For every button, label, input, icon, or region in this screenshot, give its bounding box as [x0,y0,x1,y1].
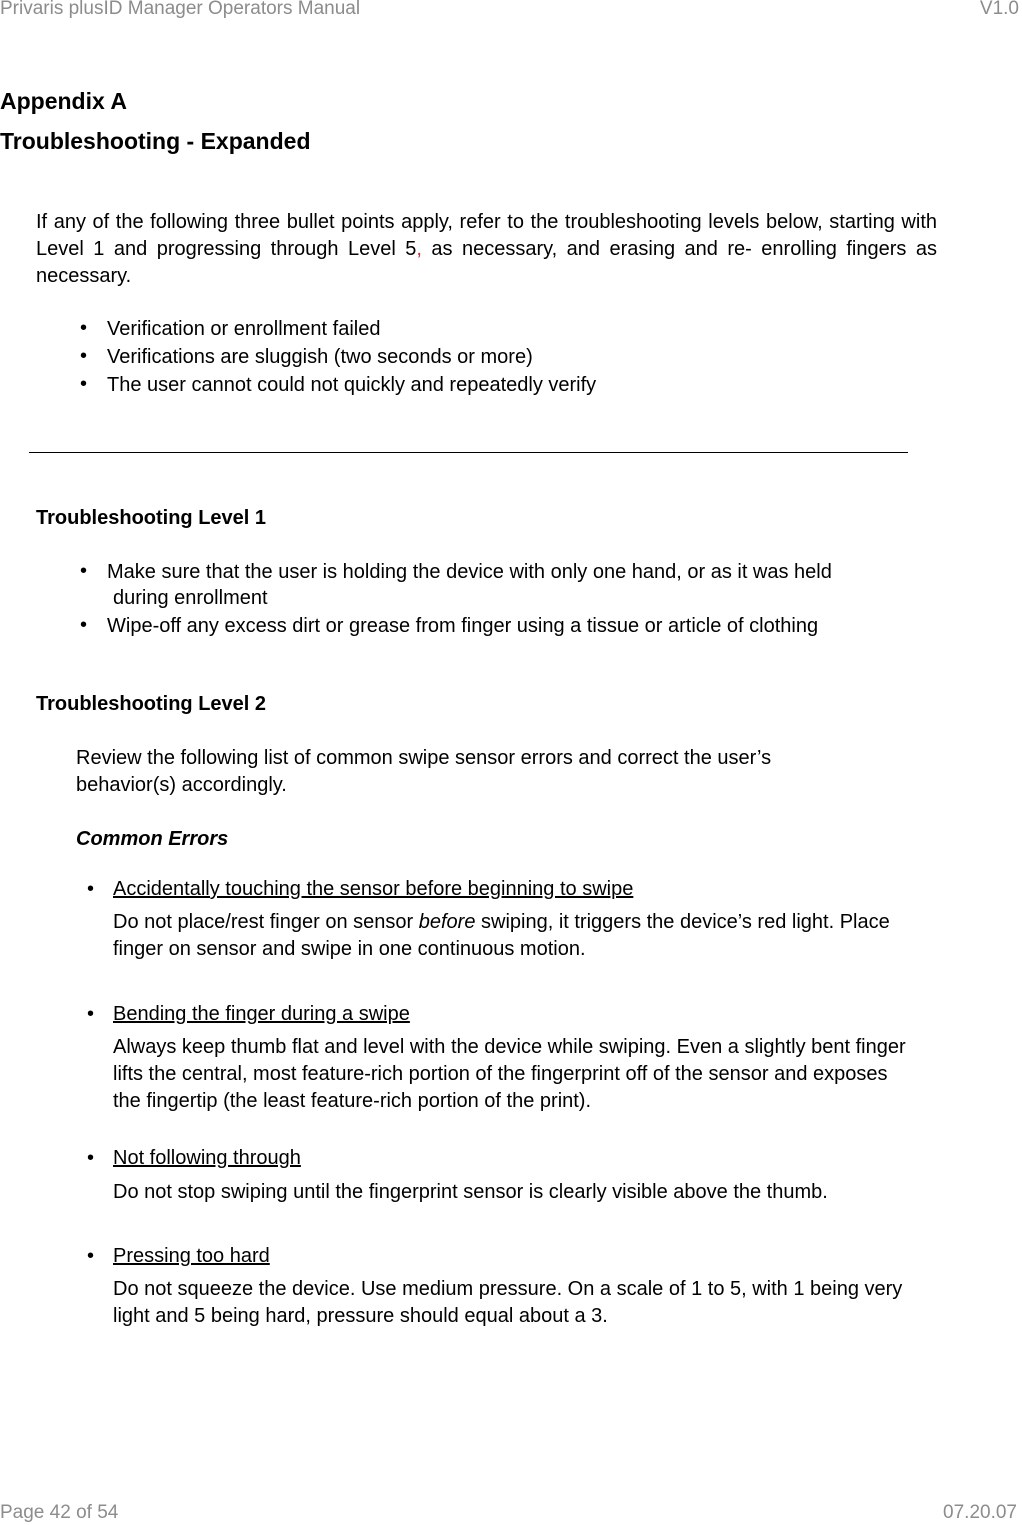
error-description: Do not stop swiping until the fingerprint sensor is clearly visible above the thumb. [113,1181,828,1203]
header-doc-title: Privaris plusID Manager Operators Manual [0,0,361,19]
intro-text-end: as necessary, and erasing and re- enrolling fingers as necessary. [36,238,937,287]
list-item: Wipe-off any excess dirt or grease from finger using a tissue or article of clothing [107,615,819,637]
common-errors-title: Common Errors [76,828,229,850]
list-item-continuation: during enrollment [113,587,268,609]
level1-title: Troubleshooting Level 1 [36,507,267,529]
error-title: Accidentally touching the sensor before beginning to swipe [113,878,634,900]
error-description: Do not squeeze the device. Use medium pressure. On a scale of 1 to 5, with 1 being very light and 5 being hard, pressure should equal about a 3. [113,1278,903,1327]
list-item: The user cannot could not quickly and repeatedly verify [107,374,597,396]
bullet-icon: • [87,1003,95,1025]
list-item: Verifications are sluggish (two seconds or more) [107,346,533,368]
bullet-icon: • [80,373,88,395]
error-title: Bending the finger during a swipe [113,1003,410,1025]
bullet-icon: • [80,614,88,636]
level2-title: Troubleshooting Level 2 [36,693,267,715]
list-item: Make sure that the user is holding the device with only one hand, or as it was held [107,561,832,583]
appendix-title: Appendix A [0,88,127,114]
section-title: Troubleshooting - Expanded [0,128,311,154]
error-title: Pressing too hard [113,1245,270,1267]
section-divider [29,452,908,453]
bullet-icon: • [87,1245,95,1267]
level2-description: Review the following list of common swipe sensor errors and correct the user’s behavior(s) accordingly. [76,747,772,796]
bullet-icon: • [87,1147,95,1169]
bullet-icon: • [80,345,88,367]
intro-red-comma: , [416,238,422,260]
bullet-icon: • [87,878,95,900]
error-description [113,909,903,963]
error-text-emphasis: before [418,911,476,933]
bullet-icon: • [80,317,88,339]
footer-date: 07.20.07 [943,1502,1017,1523]
header-version: V1.0 [979,0,1019,19]
error-description: Always keep thumb flat and level with the device while swiping. Even a slightly bent finger lifts the central, most feature-rich portion of the fingerprint off of the sensor and exposes the fingertip (the least feature-rich portion of the print). [113,1036,906,1112]
footer-page: Page 42 of 54 [0,1502,119,1523]
intro-paragraph [36,209,937,290]
list-item: Verification or enrollment failed [107,318,381,340]
error-text: swiping, it triggers the device’s red light. Place finger on sensor and swipe in one continuous motion. [113,911,890,960]
error-title: Not following through [113,1147,301,1169]
intro-text: If any of the following three bullet points apply, refer to the troubleshooting levels below, starting with Level 1 and progressing through Level 5 [36,211,937,260]
error-text: Do not place/rest finger on sensor [113,911,419,933]
bullet-icon: • [80,560,88,582]
